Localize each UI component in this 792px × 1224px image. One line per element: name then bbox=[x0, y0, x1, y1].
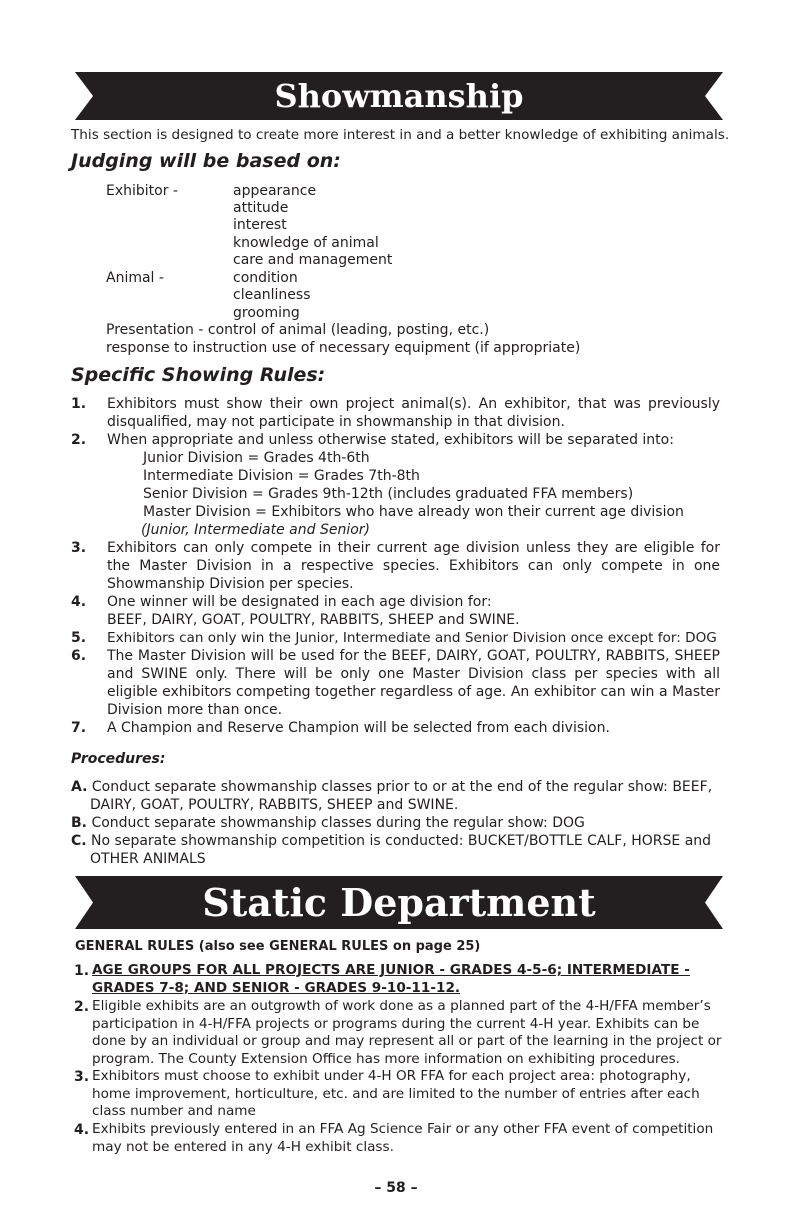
procedure-text: Conduct separate showmanship classes during the regular show: DOG bbox=[91, 815, 585, 831]
division-line: Junior Division = Grades 4th-6th bbox=[143, 450, 370, 466]
static-department-title: Static Department bbox=[202, 880, 596, 925]
general-rule-text: Exhibits previously entered in an FFA Ag Science Fair or any other FFA event of competition may not be entered in any 4-H exhibit class. bbox=[92, 1121, 714, 1155]
rules-heading: Specific Showing Rules: bbox=[71, 364, 326, 386]
rule-text: A Champion and Reserve Champion will be selected from each division. bbox=[107, 720, 610, 736]
procedure-letter: A. bbox=[71, 779, 88, 795]
procedure-letter: B. bbox=[71, 815, 87, 831]
rule-number: 6. bbox=[71, 648, 87, 664]
rule-text: Exhibitors can only compete in their current age division unless they are eligible for the Master Division in a respective species. Exhibitors can only compete in one Showmanship Division per species. bbox=[107, 540, 720, 592]
rule-text: Exhibitors can only win the Junior, Intermediate and Senior Division once except for: DOG bbox=[107, 630, 717, 646]
procedure-text: No separate showmanship competition is conducted: BUCKET/BOTTLE CALF, HORSE and OTHER ANIMALS bbox=[90, 833, 712, 867]
general-rule-text: AGE GROUPS FOR ALL PROJECTS ARE JUNIOR - GRADES 4-5-6; INTERMEDIATE - GRADES 7-8; AND SENIOR - GRADES 9-10-11-12. bbox=[92, 962, 690, 996]
judging-heading: Judging will be based on: bbox=[71, 150, 341, 172]
criteria-item: appearance bbox=[233, 183, 317, 199]
divisions-note: (Junior, Intermediate and Senior) bbox=[141, 522, 371, 538]
criteria-item: knowledge of animal bbox=[233, 235, 379, 251]
rule-number: 5. bbox=[71, 630, 87, 646]
page-number: – 58 – bbox=[374, 1180, 418, 1196]
rule-text: When appropriate and unless otherwise stated, exhibitors will be separated into: bbox=[107, 432, 674, 448]
criteria-item: interest bbox=[233, 217, 287, 233]
procedure-item bbox=[71, 778, 721, 814]
general-rule-number: 3. bbox=[74, 1069, 90, 1085]
division-line: Senior Division = Grades 9th-12th (includes graduated FFA members) bbox=[143, 486, 634, 502]
general-rule-number: 2. bbox=[74, 999, 90, 1015]
general-rule-number: 1. bbox=[74, 963, 90, 979]
presentation-line: Presentation - control of animal (leading, posting, etc.) bbox=[106, 322, 490, 338]
rule-text: The Master Division will be used for the BEEF, DAIRY, GOAT, POULTRY, RABBITS, SHEEP and SWINE only. There will be only one Master Division class per species with all eligible exhibitors competing together regardless of age. An exhibitor can win a Master Division more than once. bbox=[107, 648, 720, 718]
criteria-item: cleanliness bbox=[233, 287, 311, 303]
rule-number: 3. bbox=[71, 540, 87, 556]
procedure-item bbox=[71, 832, 721, 868]
procedures-heading: Procedures: bbox=[71, 751, 166, 767]
general-rules-heading: GENERAL RULES (also see GENERAL RULES on page 25) bbox=[75, 939, 481, 954]
static-department-banner bbox=[75, 876, 723, 929]
division-line: Master Division = Exhibitors who have already won their current age division bbox=[143, 504, 684, 520]
criteria-item: condition bbox=[233, 270, 298, 286]
general-rule-number: 4. bbox=[74, 1122, 90, 1138]
rule-number: 4. bbox=[71, 594, 87, 610]
criteria-item: care and management bbox=[233, 252, 393, 268]
showmanship-title: Showmanship bbox=[274, 77, 524, 115]
rule-text: Exhibitors must show their own project animal(s). An exhibitor, that was previously disqualified, may not participate in showmanship in that division. bbox=[107, 396, 720, 430]
rule-text: One winner will be designated in each age division for: bbox=[107, 594, 492, 610]
exhibitor-label: Exhibitor - bbox=[106, 183, 178, 199]
rule-number: 7. bbox=[71, 720, 87, 736]
animal-label: Animal - bbox=[106, 270, 164, 286]
criteria-item: grooming bbox=[233, 305, 300, 321]
general-rule-text: Eligible exhibits are an outgrowth of work done as a planned part of the 4-H/FFA member’s participation in 4-H/FFA projects or programs during the current 4-H year. Exhibits can be done by an individual or group and may represent all or part of the learning in the project or program. The County Extension Office has more information on exhibiting procedures. bbox=[92, 998, 722, 1067]
rule-number: 2. bbox=[71, 432, 87, 448]
intro-text: This section is designed to create more interest in and a better knowledge of exhibiting animals. bbox=[71, 127, 730, 143]
rule-number: 1. bbox=[71, 396, 87, 412]
showmanship-banner bbox=[75, 72, 723, 120]
response-line: response to instruction use of necessary equipment (if appropriate) bbox=[106, 340, 581, 356]
criteria-item: attitude bbox=[233, 200, 289, 216]
division-line: Intermediate Division = Grades 7th-8th bbox=[143, 468, 420, 484]
procedure-item bbox=[71, 814, 721, 832]
species-line: BEEF, DAIRY, GOAT, POULTRY, RABBITS, SHEEP and SWINE. bbox=[107, 612, 520, 628]
procedure-letter: C. bbox=[71, 833, 87, 849]
procedure-text: Conduct separate showmanship classes prior to or at the end of the regular show: BEEF, DAIRY, GOAT, POULTRY, RABBITS, SHEEP and SWINE. bbox=[90, 779, 713, 813]
general-rule-text: Exhibitors must choose to exhibit under 4-H OR FFA for each project area: photography, home improvement, horticulture, etc. and are limited to the number of entries after each class number and name bbox=[92, 1068, 700, 1119]
